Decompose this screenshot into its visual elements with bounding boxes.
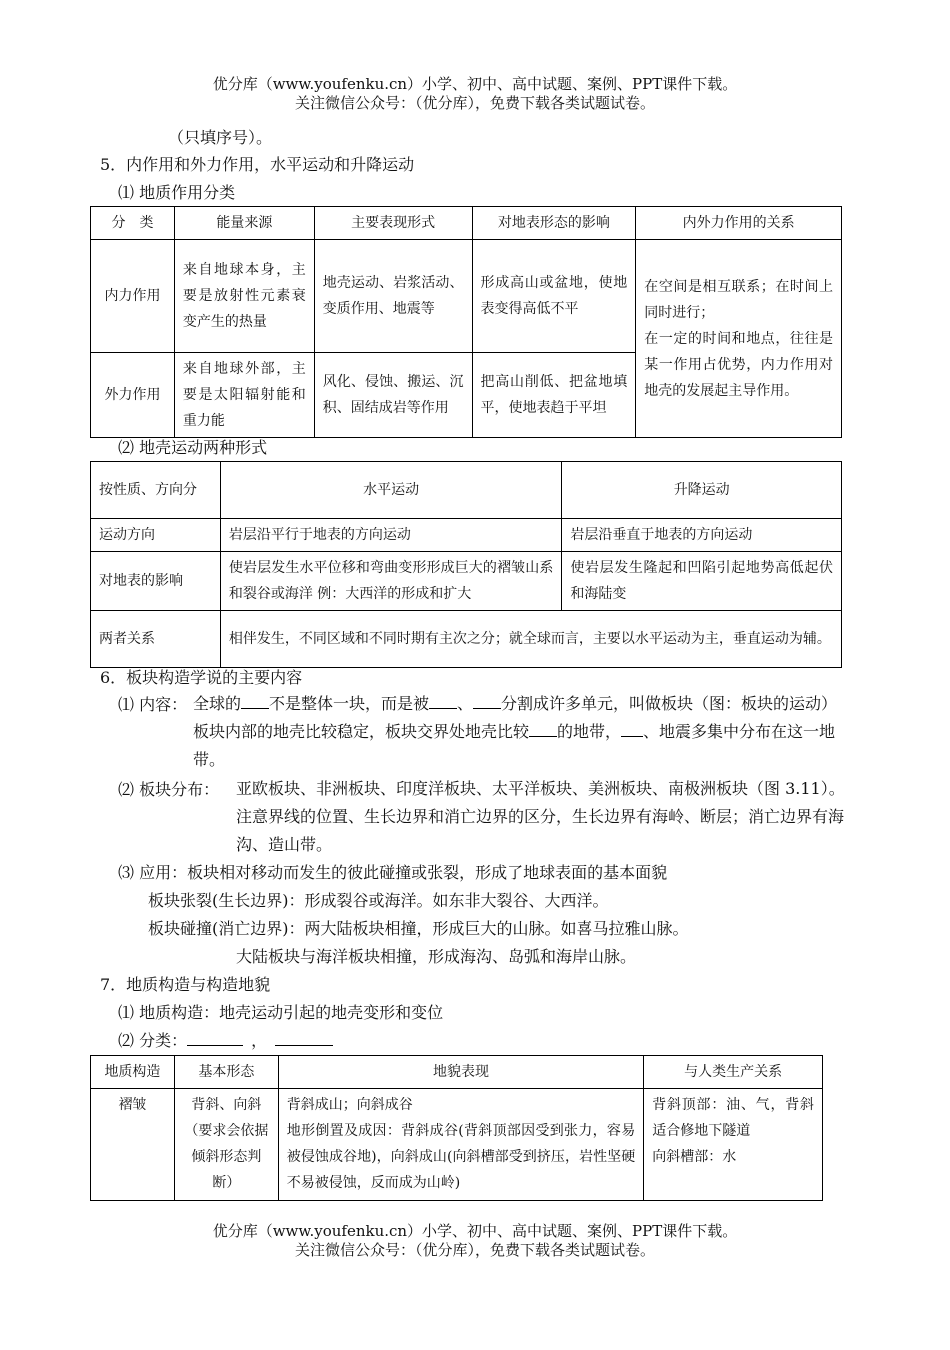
table-header: 与人类生产关系	[644, 1056, 823, 1089]
fold-human-relation	[644, 1089, 823, 1201]
dist-text: 亚欧板块、非洲板块、印度洋板块、太平洋板块、美洲板块、南极洲板块（图 3.11）。注意界线的位置、生长边界和消亡边界的区分，生长边界有海岭、断层；消亡边界有海沟、造山带。	[236, 779, 845, 854]
t2-row-label: 运动方向	[91, 519, 221, 552]
crust-movement-table	[90, 461, 842, 668]
content-text: 、地震多集中分布在这一地带。	[193, 722, 836, 769]
fold-label: 褶皱	[91, 1089, 175, 1201]
blank-field	[429, 708, 457, 709]
application-line: ⑶ 应用：板块相对移动而发生的彼此碰撞或张裂，形成了地球表面的基本面貌	[118, 863, 668, 882]
t2-relation-text: 相伴发生，不同区域和不同时期有主次之分；就全球而言，主要以水平运动为主，垂直运动为辅。	[220, 611, 841, 668]
t2-header-1: 水平运动	[220, 462, 562, 519]
content-text: 、	[457, 694, 474, 713]
table-header: 能量来源	[174, 207, 314, 240]
header-line-2: 关注微信公众号：（优分库），免费下载各类试题试卷。	[294, 94, 655, 112]
fold-form: 背斜、向斜（要求会依据倾斜形态判断）	[174, 1089, 278, 1201]
t2-cell: 使岩层发生水平位移和弯曲变形形成巨大的褶皱山系和裂谷或海洋 例：大西洋的形成和扩大	[220, 552, 562, 611]
footer-line-2: 关注微信公众号：（优分库），免费下载各类试题试卷。	[294, 1241, 655, 1259]
table-header: 对地表形态的影响	[472, 207, 636, 240]
content-prefix: ⑴ 内容：	[118, 695, 188, 714]
section-7-title: 7．地质构造与构造地貌	[100, 975, 271, 994]
t2-header-2: 升降运动	[562, 462, 842, 519]
blank-field	[529, 736, 557, 737]
force-relation	[636, 240, 842, 438]
geologic-structure-table	[90, 1055, 823, 1201]
section-5-title: 5．内作用和外力作用，水平运动和升降运动	[100, 155, 415, 174]
t2-row-label: 对地表的影响	[91, 552, 221, 611]
blank-field	[621, 736, 643, 737]
section-7-sub1: ⑴ 地质构造：地壳运动引起的地壳变形和变位	[118, 1003, 444, 1022]
application-rift: 板块张裂(生长边界)：形成裂谷或海洋。如东非大裂谷、大西洋。	[148, 891, 609, 910]
header-line-1: 优分库（www.youfenku.cn）小学、初中、高中试题、案例、PPT课件下载。	[212, 75, 738, 93]
section-6-title: 6．板块构造学说的主要内容	[100, 668, 303, 687]
intro-text: （只填序号）。	[168, 128, 273, 147]
outer-force-label: 外力作用	[91, 353, 175, 438]
fold-relation-2: 向斜槽部：水	[652, 1149, 737, 1165]
fold-landform-2: 地形倒置及成因：背斜成谷(背斜顶部因受到张力，容易被侵蚀成谷地)，向斜成山(向斜槽部受到挤压，岩性坚硬不易被侵蚀，反而成为山岭)	[286, 1123, 636, 1191]
content-text: 的地带，	[557, 722, 622, 741]
blank-field	[275, 1045, 333, 1046]
application-ocean: 大陆板块与海洋板块相撞，形成海沟、岛弧和海岸山脉。	[236, 947, 637, 966]
application-collision: 板块碰撞(消亡边界)：两大陆板块相撞，形成巨大的山脉。如喜马拉雅山脉。	[148, 919, 689, 938]
inner-energy: 来自地球本身，主要是放射性元素衰变产生的热量	[174, 240, 314, 353]
page-header	[0, 75, 950, 113]
blank-field	[241, 708, 269, 709]
section-5-sub1: ⑴ 地质作用分类	[118, 183, 236, 202]
footer-line-1: 优分库（www.youfenku.cn）小学、初中、高中试题、案例、PPT课件下载。	[212, 1222, 738, 1240]
table-header: 基本形态	[174, 1056, 278, 1089]
section-7-sub2	[118, 1031, 333, 1051]
section-5-sub2: ⑵ 地壳运动两种形式	[118, 438, 268, 457]
force-relation-p2: 在一定的时间和地点，往往是某一作用占优势，内力作用对地壳的发展起主导作用。	[644, 330, 833, 399]
sub2-prefix: ⑵ 分类：	[118, 1031, 188, 1050]
t2-cell: 岩层沿平行于地表的方向运动	[220, 519, 562, 552]
content-text: 分割成许多单元，叫做板块（图：板块的运动）板块内部的地壳比较稳定，板块交界处地壳比较	[193, 694, 838, 741]
outer-energy: 来自地球外部，主要是太阳辐射能和重力能	[174, 353, 314, 438]
fold-relation-1: 背斜顶部：油、气，背斜适合修地下隧道	[652, 1097, 814, 1139]
table-header: 分 类	[91, 207, 175, 240]
blank-field	[187, 1045, 243, 1046]
outer-forms: 风化、侵蚀、搬运、沉积、固结成岩等作用	[314, 353, 472, 438]
inner-force-label: 内力作用	[91, 240, 175, 353]
outer-effect: 把高山削低、把盆地填平，使地表趋于平坦	[472, 353, 636, 438]
dist-prefix: ⑵ 板块分布：	[118, 780, 220, 799]
t2-cell: 岩层沿垂直于地表的方向运动	[562, 519, 842, 552]
geologic-action-table	[90, 206, 842, 438]
content-paragraph	[193, 690, 853, 774]
inner-effect: 形成高山或盆地，使地表变得高低不平	[472, 240, 636, 353]
inner-forms: 地壳运动、岩浆活动、变质作用、地震等	[314, 240, 472, 353]
t2-row-label: 两者关系	[91, 611, 221, 668]
t2-header-0: 按性质、方向分	[91, 462, 221, 519]
fold-landform	[278, 1089, 643, 1201]
table-header: 地质构造	[91, 1056, 175, 1089]
content-text: 全球的	[193, 694, 242, 713]
table-header: 内外力作用的关系	[636, 207, 842, 240]
table-header: 主要表现形式	[314, 207, 472, 240]
sub2-separator: ，	[251, 1031, 268, 1050]
table-header: 地貌表现	[278, 1056, 643, 1089]
force-relation-p1: 在空间是相互联系；在时间上同时进行；	[644, 278, 833, 321]
t2-cell: 使岩层发生隆起和凹陷引起地势高低起伏和海陆变	[562, 552, 842, 611]
fold-landform-1: 背斜成山；向斜成谷	[286, 1097, 413, 1113]
blank-field	[473, 708, 501, 709]
content-text: 不是整体一块，而是被	[269, 694, 430, 713]
page-footer	[0, 1222, 950, 1260]
